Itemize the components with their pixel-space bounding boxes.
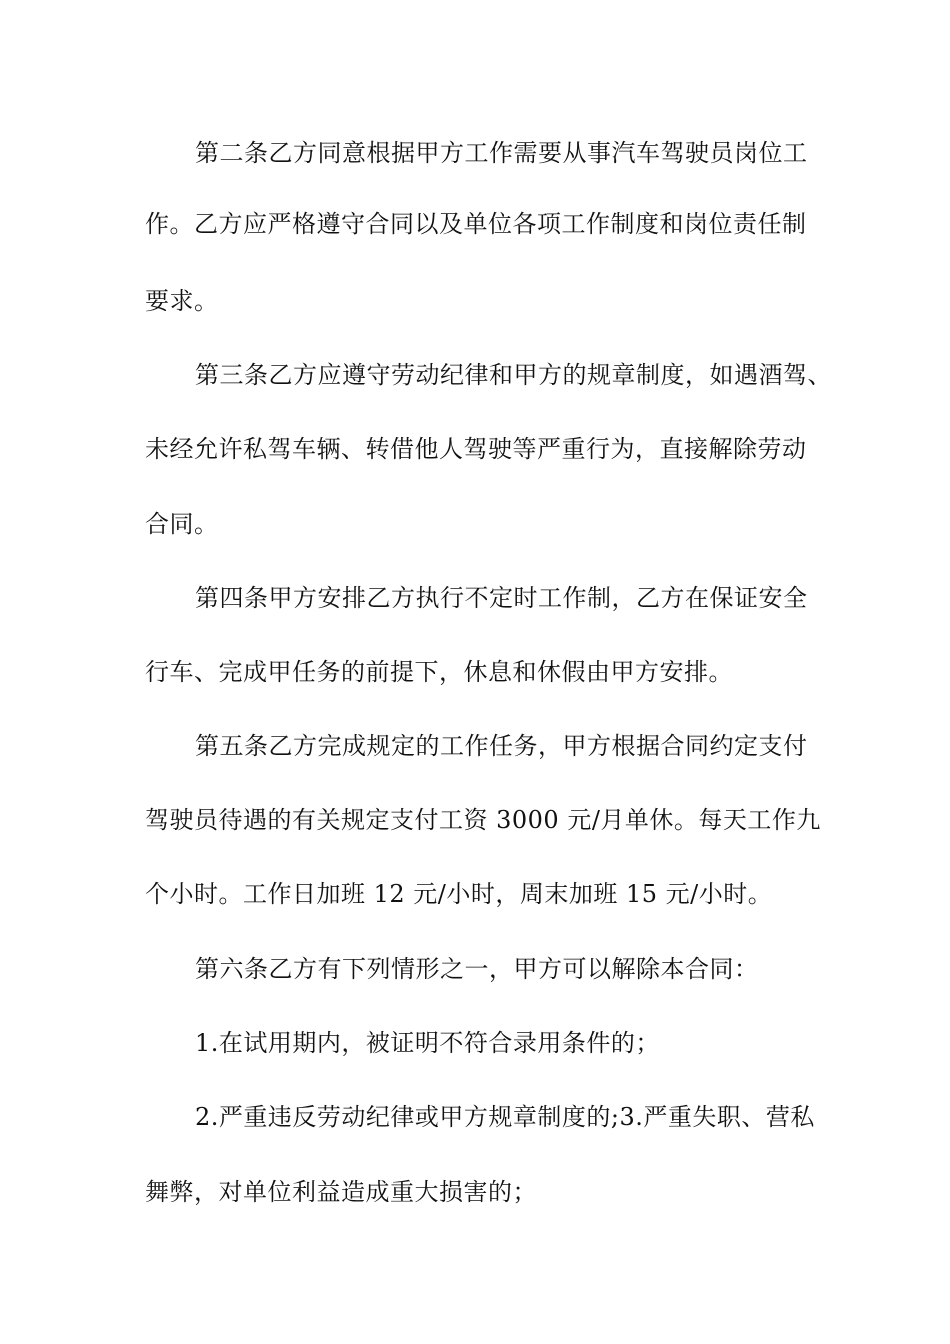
- article-2-line-1: 第二条乙方同意根据甲方工作需要从事汽车驾驶员岗位工: [195, 139, 808, 167]
- article-4-line-2: 行车、完成甲任务的前提下，休息和休假由甲方安排。: [145, 658, 733, 686]
- article-6-item-2-3: 2.严重违反劳动纪律或甲方规章制度的;3.严重失职、营私: [195, 1103, 815, 1131]
- article-6-item-1: 1.在试用期内，被证明不符合录用条件的；: [195, 1029, 660, 1057]
- article-4-line-1: 第四条甲方安排乙方执行不定时工作制，乙方在保证安全: [195, 584, 808, 612]
- article-3-line-3: 合同。: [145, 510, 219, 538]
- article-5-line-2: 驾驶员待遇的有关规定支付工资 3000 元/月单休。每天工作九: [145, 806, 821, 834]
- article-6-item-3-continued: 舞弊，对单位利益造成重大损害的；: [145, 1178, 537, 1206]
- article-3-line-1: 第三条乙方应遵守劳动纪律和甲方的规章制度，如遇酒驾、: [195, 361, 832, 389]
- article-3-line-2: 未经允许私驾车辆、转借他人驾驶等严重行为，直接解除劳动: [145, 435, 807, 463]
- article-2-line-3: 要求。: [145, 287, 219, 315]
- article-2-line-2: 作。乙方应严格遵守合同以及单位各项工作制度和岗位责任制: [145, 210, 807, 238]
- article-6-line-1: 第六条乙方有下列情形之一，甲方可以解除本合同：: [195, 955, 759, 983]
- article-5-line-3: 个小时。工作日加班 12 元/小时，周末加班 15 元/小时。: [145, 880, 773, 908]
- article-5-line-1: 第五条乙方完成规定的工作任务，甲方根据合同约定支付: [195, 732, 808, 760]
